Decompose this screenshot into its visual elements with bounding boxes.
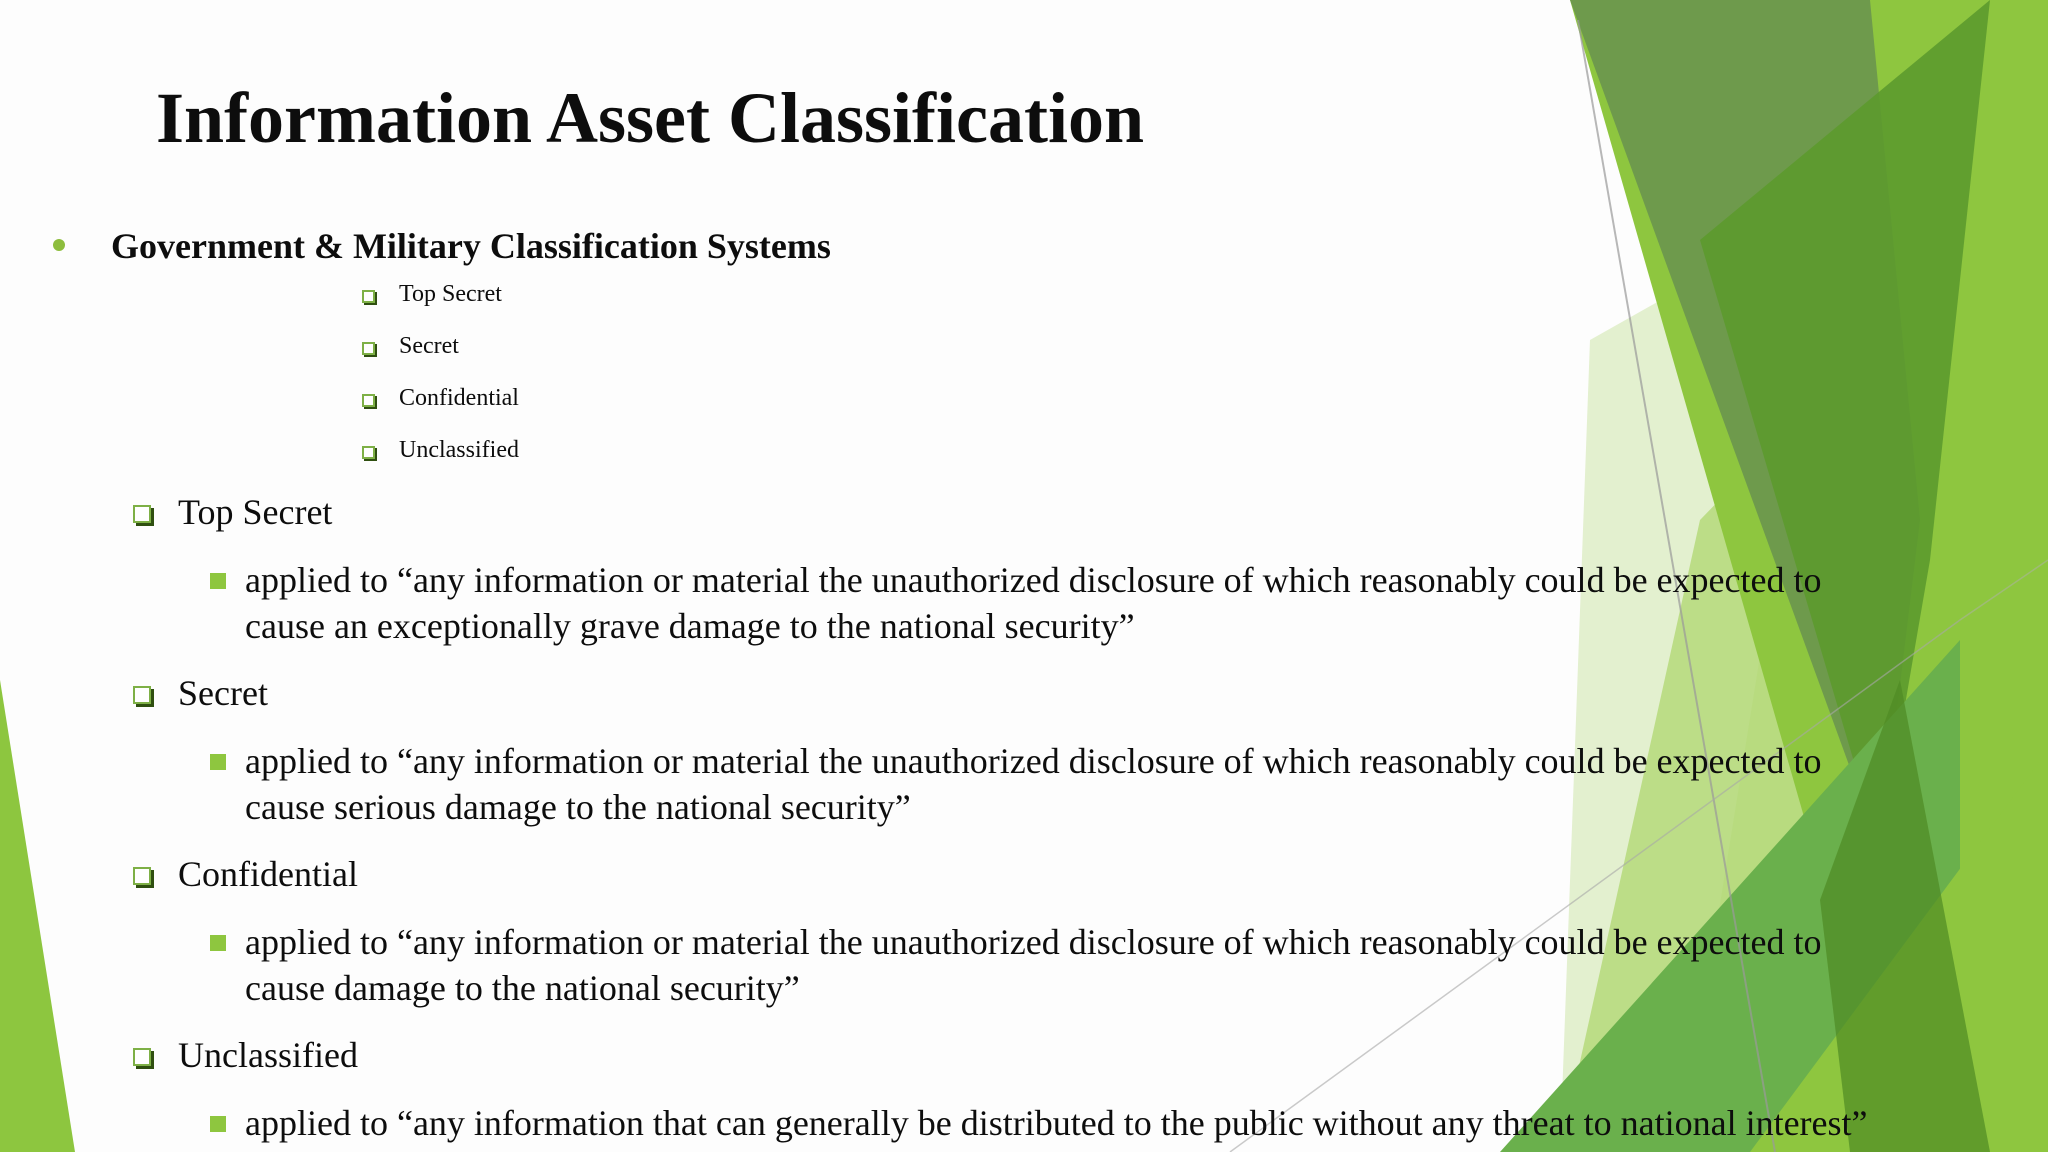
classification-description-confidential [210,919,2010,1011]
checkbox-icon [362,394,375,407]
checkbox-icon [133,867,151,885]
description-text: applied to “any information or material the unauthorized disclosure of which reasonably could be expected to cause serious damage to the national security” [245,741,1822,827]
classification-name: Top Secret [178,492,333,532]
checkbox-icon [133,686,151,704]
list-item-label: Top Secret [399,281,502,307]
slide-title: Information Asset Classification [156,78,1144,158]
classification-levels-list [362,276,762,486]
classification-description-unclassified [210,1100,2010,1146]
checkbox-icon [133,1048,151,1066]
checkbox-icon [133,505,151,523]
classification-name: Confidential [178,854,358,894]
classification-name: Unclassified [178,1035,358,1075]
green-square-icon [210,1116,226,1132]
checkbox-icon [362,290,375,303]
green-dot-icon [53,239,65,251]
description-text: applied to “any information or material the unauthorized disclosure of which reasonably could be expected to cause an exceptionally grave damage to the national security” [245,560,1822,646]
classification-description-top-secret [210,557,2010,649]
list-item-label: Secret [399,333,459,359]
classification-name: Secret [178,673,268,713]
checkbox-icon [362,342,375,355]
checkbox-icon [362,446,375,459]
classification-description-secret [210,738,2010,830]
description-text: applied to “any information or material the unauthorized disclosure of which reasonably could be expected to cause damage to the national security” [245,922,1822,1008]
list-item-label: Confidential [399,385,519,411]
green-square-icon [210,935,226,951]
description-text: applied to “any information that can generally be distributed to the public without any threat to national interest” [245,1103,1868,1143]
green-square-icon [210,754,226,770]
main-bullet-text: Government & Military Classification Systems [111,226,831,266]
green-square-icon [210,573,226,589]
list-item-label: Unclassified [399,437,519,463]
